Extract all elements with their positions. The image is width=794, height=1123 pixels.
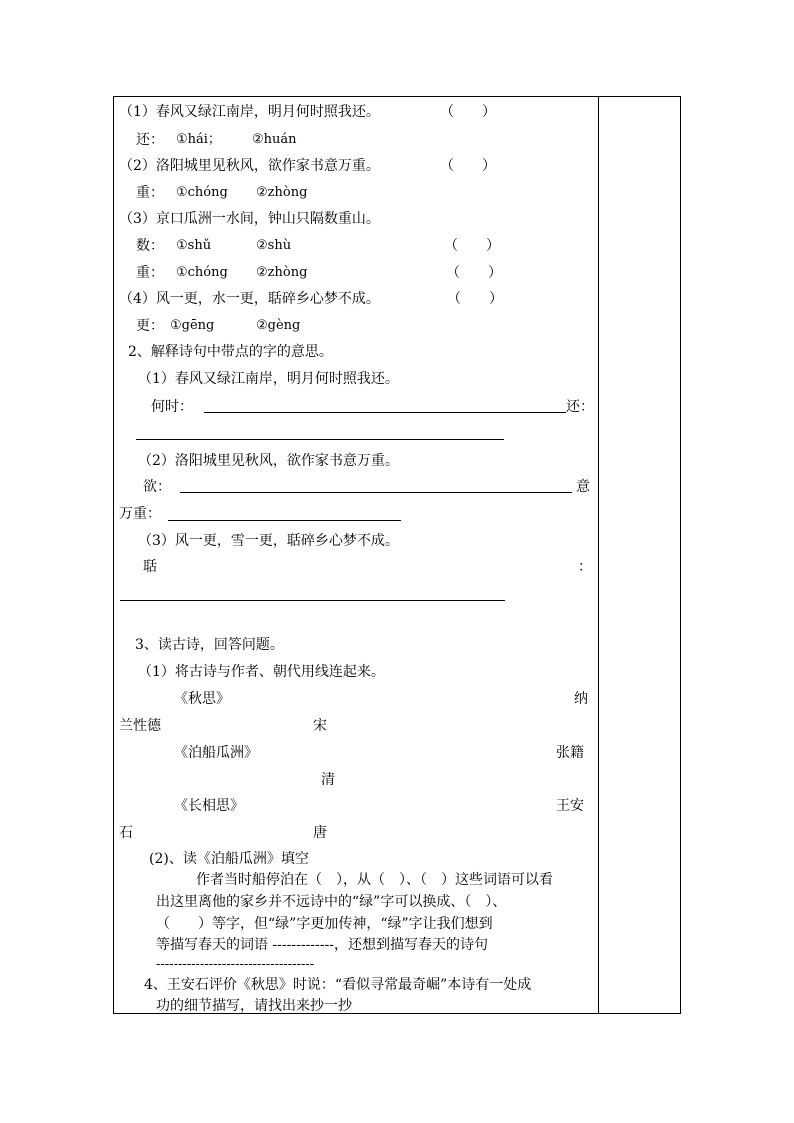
q1-item4-opt2: ②gèng xyxy=(256,318,301,333)
q3-dynasty-tang[interactable]: 唐 xyxy=(313,825,327,841)
q2-title: 2、解释诗句中带点的字的意思。 xyxy=(128,344,333,360)
q1-item1-text: （1）春风又绿江南岸，明月何时照我还。 xyxy=(119,104,380,120)
q2-line3-colon: ： xyxy=(578,559,592,575)
q4-line1: 4、王安石评价《秋思》时说：“看似寻常最奇崛”本诗有一处成 xyxy=(144,977,532,993)
q3-poem-qiusi[interactable]: 《秋思》 xyxy=(174,691,230,707)
q3-sub1: （1）将古诗与作者、朝代用线连起来。 xyxy=(138,664,385,680)
q2-line3-label-guo: 聒 xyxy=(143,559,157,575)
q3-author-zhangji[interactable]: 张籍 xyxy=(556,745,584,761)
q3-title: 3、读古诗，回答问题。 xyxy=(135,637,284,653)
table-column-divider xyxy=(598,96,599,1014)
q3-author-wanganshi-a: 王安 xyxy=(556,798,584,814)
q3-fill-line5[interactable]: ------------------------------------ xyxy=(156,957,315,972)
q2-line2-label-yi: 意 xyxy=(576,479,590,495)
q1-item2-opt1: ①chóng xyxy=(176,185,228,200)
q2-line2-label-yu: 欲： xyxy=(143,479,171,495)
q1-item3-sub2-opt1: ①chóng xyxy=(176,265,228,280)
q3-fill-line4: 等描写春天的词语 -------------，还想到描写春天的诗句 xyxy=(156,937,488,953)
q4-line2: 功的细节描写，请找出来抄一抄 xyxy=(156,998,352,1014)
q3-author-nalan-b[interactable]: 兰性德 xyxy=(119,718,161,734)
q2-line2-answer-line-a[interactable] xyxy=(180,492,572,493)
q1-item2-text: （2）洛阳城里见秋风，欲作家书意万重。 xyxy=(119,158,380,174)
q2-line1: （1）春风又绿江南岸，明月何时照我还。 xyxy=(138,371,399,387)
q3-author-wanganshi-b[interactable]: 石 xyxy=(119,825,133,841)
q1-item3-sub1-answer-blank[interactable]: （ ） xyxy=(444,238,500,254)
q1-item3-text: （3）京口瓜洲一水间，钟山只隔数重山。 xyxy=(119,211,380,227)
q2-line1-answer-line-a[interactable] xyxy=(204,412,566,413)
q3-fill-line2: 出这里离他的家乡并不远诗中的“绿”字可以换成、（ ）、 xyxy=(156,894,507,910)
q3-sub2: (2)、读《泊船瓜洲》填空 xyxy=(149,851,309,867)
q2-line1-label-huan: 还： xyxy=(566,399,594,415)
q1-item1-answer-blank[interactable]: （ ） xyxy=(440,104,496,120)
q1-item3-sub1-opt2: ②shù xyxy=(256,238,292,253)
q1-item3-sub2-opt2: ②zhòng xyxy=(256,265,308,280)
q3-fill-line1: 作者当时船停泊在（ ），从（ ）、（ ）这些词语可以看 xyxy=(196,872,553,888)
q2-line1-answer-line-b[interactable] xyxy=(136,439,504,440)
q3-fill-line3: （ ）等字，但“绿”字更加传神，“绿”字让我们想到 xyxy=(156,916,493,932)
q2-line1-label-heshi: 何时： xyxy=(151,399,193,415)
q1-item3-sub1-opt1: ①shǔ xyxy=(176,238,212,253)
q2-line3-answer-line[interactable] xyxy=(120,600,505,601)
q1-item4-opt1: ①gēng xyxy=(170,318,215,333)
q2-line2-label-wanzhong: 万重： xyxy=(119,506,161,522)
q1-item3-sub2-label: 重： xyxy=(136,265,164,281)
q1-item1-opt1: ①hái； xyxy=(176,132,221,147)
q1-item2-opt2: ②zhòng xyxy=(256,185,308,200)
q1-item2-opt-label: 重： xyxy=(136,185,164,201)
q1-item3-sub1-label: 数： xyxy=(136,238,164,254)
q2-line2: （2）洛阳城里见秋风，欲作家书意万重。 xyxy=(138,453,399,469)
q3-poem-changxiangsi[interactable]: 《长相思》 xyxy=(174,798,244,814)
q1-item1-opt-label: 还： xyxy=(136,132,164,148)
q1-item2-answer-blank[interactable]: （ ） xyxy=(440,158,496,174)
q1-item4-answer-blank[interactable]: （ ） xyxy=(447,291,503,307)
q3-dynasty-song[interactable]: 宋 xyxy=(313,718,327,734)
q3-author-nalan-a: 纳 xyxy=(574,691,588,707)
q1-item1-opt2: ②huán xyxy=(252,132,297,147)
q1-item3-sub2-answer-blank[interactable]: （ ） xyxy=(446,265,502,281)
q3-dynasty-qing[interactable]: 清 xyxy=(321,772,335,788)
q1-item4-text: （4）风一更，水一更，聒碎乡心梦不成。 xyxy=(119,291,380,307)
q3-poem-bochuan[interactable]: 《泊船瓜洲》 xyxy=(174,745,258,761)
q2-line2-answer-line-b[interactable] xyxy=(168,520,401,521)
q1-item4-opt-label: 更： xyxy=(136,318,164,334)
q2-line3: （3）风一更，雪一更，聒碎乡心梦不成。 xyxy=(138,533,399,549)
